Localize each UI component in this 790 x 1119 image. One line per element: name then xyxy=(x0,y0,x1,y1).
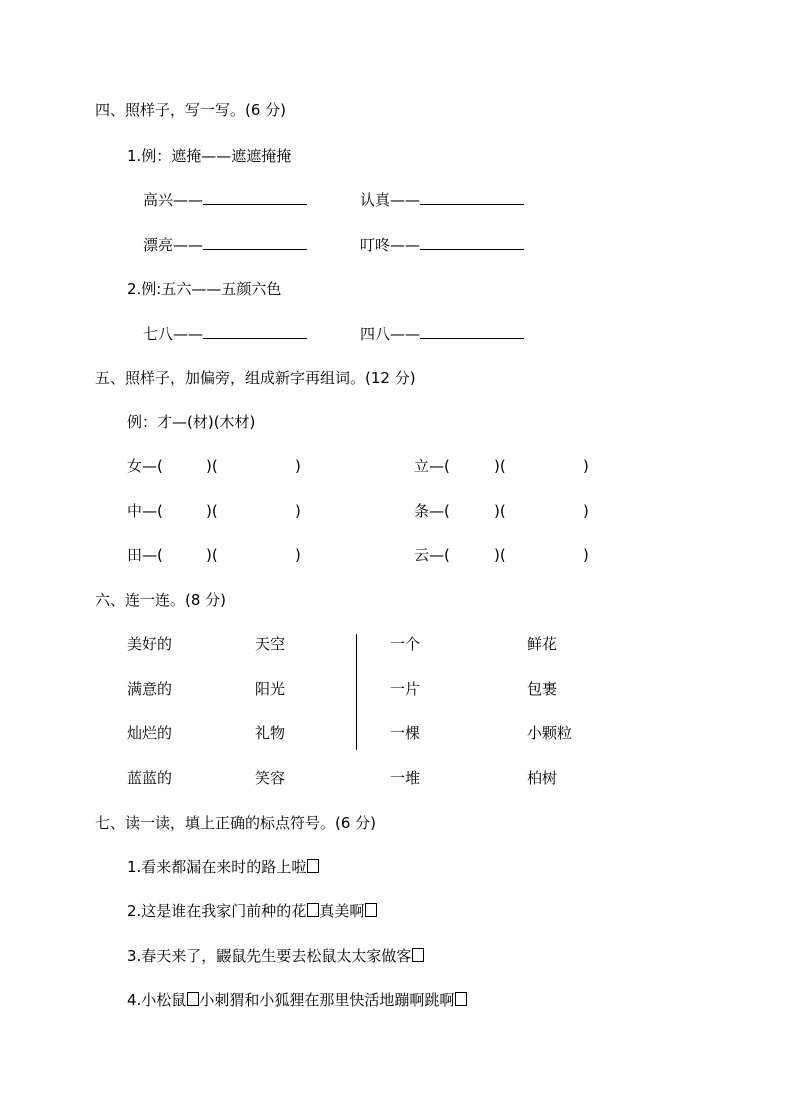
paren-close: ) xyxy=(583,502,589,520)
paren-close: ) xyxy=(583,457,589,475)
word-label: 高兴—— xyxy=(143,191,204,209)
match-word[interactable]: 阳光 xyxy=(255,680,286,698)
section5-example: 例：才—(材)(木材) xyxy=(127,413,256,431)
paren-mid: )( xyxy=(206,546,218,564)
word-label: 四八—— xyxy=(360,325,421,343)
section5-title: 五、照样子，加偏旁，组成新字再组词。(12 分) xyxy=(95,369,416,387)
question-text: 真美啊 xyxy=(319,902,365,920)
punctuation-box[interactable] xyxy=(412,948,424,962)
section4-example1: 1.例：遮掩——遮遮掩掩 xyxy=(127,147,292,165)
paren-close: ) xyxy=(295,457,301,475)
paren-close: ) xyxy=(295,546,301,564)
match-word[interactable]: 礼物 xyxy=(255,724,286,742)
punctuation-box[interactable] xyxy=(187,992,199,1006)
answer-blank[interactable] xyxy=(203,235,307,250)
question-text: 4.小松鼠 xyxy=(127,991,187,1009)
section4-example2: 2.例:五六——五颜六色 xyxy=(127,280,282,298)
punctuation-question xyxy=(127,990,467,1010)
match-word[interactable]: 一堆 xyxy=(390,769,421,787)
match-word[interactable]: 包裹 xyxy=(527,680,558,698)
word-item xyxy=(143,235,307,255)
word-item xyxy=(143,324,307,344)
paren-close: ) xyxy=(295,502,301,520)
radical-right: 条—( xyxy=(414,502,450,520)
paren-mid: )( xyxy=(494,457,506,475)
answer-blank[interactable] xyxy=(420,235,524,250)
paren-mid: )( xyxy=(206,457,218,475)
match-word[interactable]: 一片 xyxy=(390,680,421,698)
match-word[interactable]: 美好的 xyxy=(127,635,173,653)
section7-title: 七、读一读，填上正确的标点符号。(6 分) xyxy=(95,814,377,832)
punctuation-box[interactable] xyxy=(365,903,377,917)
word-item xyxy=(360,235,524,255)
radical-left: 中—( xyxy=(127,502,163,520)
answer-blank[interactable] xyxy=(203,324,307,339)
column-divider xyxy=(356,634,357,750)
punctuation-question xyxy=(127,946,424,966)
word-label: 漂亮—— xyxy=(143,236,204,254)
match-word[interactable]: 灿烂的 xyxy=(127,724,173,742)
word-item xyxy=(143,190,307,210)
match-word[interactable]: 蓝蓝的 xyxy=(127,769,173,787)
answer-blank[interactable] xyxy=(203,190,307,205)
word-label: 认真—— xyxy=(360,191,421,209)
section6-title: 六、连一连。(8 分) xyxy=(95,591,227,609)
match-word[interactable]: 小颗粒 xyxy=(527,724,573,742)
match-word[interactable]: 笑容 xyxy=(255,769,286,787)
word-item xyxy=(360,190,524,210)
word-label: 七八—— xyxy=(143,325,204,343)
question-text: 小刺猬和小狐狸在那里快活地蹦啊跳啊 xyxy=(199,991,455,1009)
paren-mid: )( xyxy=(494,546,506,564)
match-word[interactable]: 满意的 xyxy=(127,680,173,698)
match-word[interactable]: 鲜花 xyxy=(527,635,558,653)
punctuation-question xyxy=(127,901,377,921)
answer-blank[interactable] xyxy=(420,324,524,339)
radical-right: 云—( xyxy=(414,546,450,564)
match-word[interactable]: 天空 xyxy=(255,635,286,653)
paren-close: ) xyxy=(583,546,589,564)
match-word[interactable]: 一棵 xyxy=(390,724,421,742)
radical-left: 女—( xyxy=(127,457,163,475)
radical-left: 田—( xyxy=(127,546,163,564)
answer-blank[interactable] xyxy=(420,190,524,205)
section4-title: 四、照样子，写一写。(6 分) xyxy=(95,101,287,119)
paren-mid: )( xyxy=(206,502,218,520)
punctuation-question xyxy=(127,857,319,877)
match-word[interactable]: 一个 xyxy=(390,635,421,653)
paren-mid: )( xyxy=(494,502,506,520)
question-text: 2.这是谁在我家门前种的花 xyxy=(127,902,307,920)
word-item xyxy=(360,324,524,344)
punctuation-box[interactable] xyxy=(307,903,319,917)
punctuation-box[interactable] xyxy=(307,859,319,873)
radical-right: 立—( xyxy=(414,457,450,475)
question-text: 3.春天来了，鼹鼠先生要去松鼠太太家做客 xyxy=(127,947,412,965)
word-label: 叮咚—— xyxy=(360,236,421,254)
match-word[interactable]: 柏树 xyxy=(527,769,558,787)
question-text: 1.看来都漏在来时的路上啦 xyxy=(127,858,307,876)
punctuation-box[interactable] xyxy=(455,992,467,1006)
